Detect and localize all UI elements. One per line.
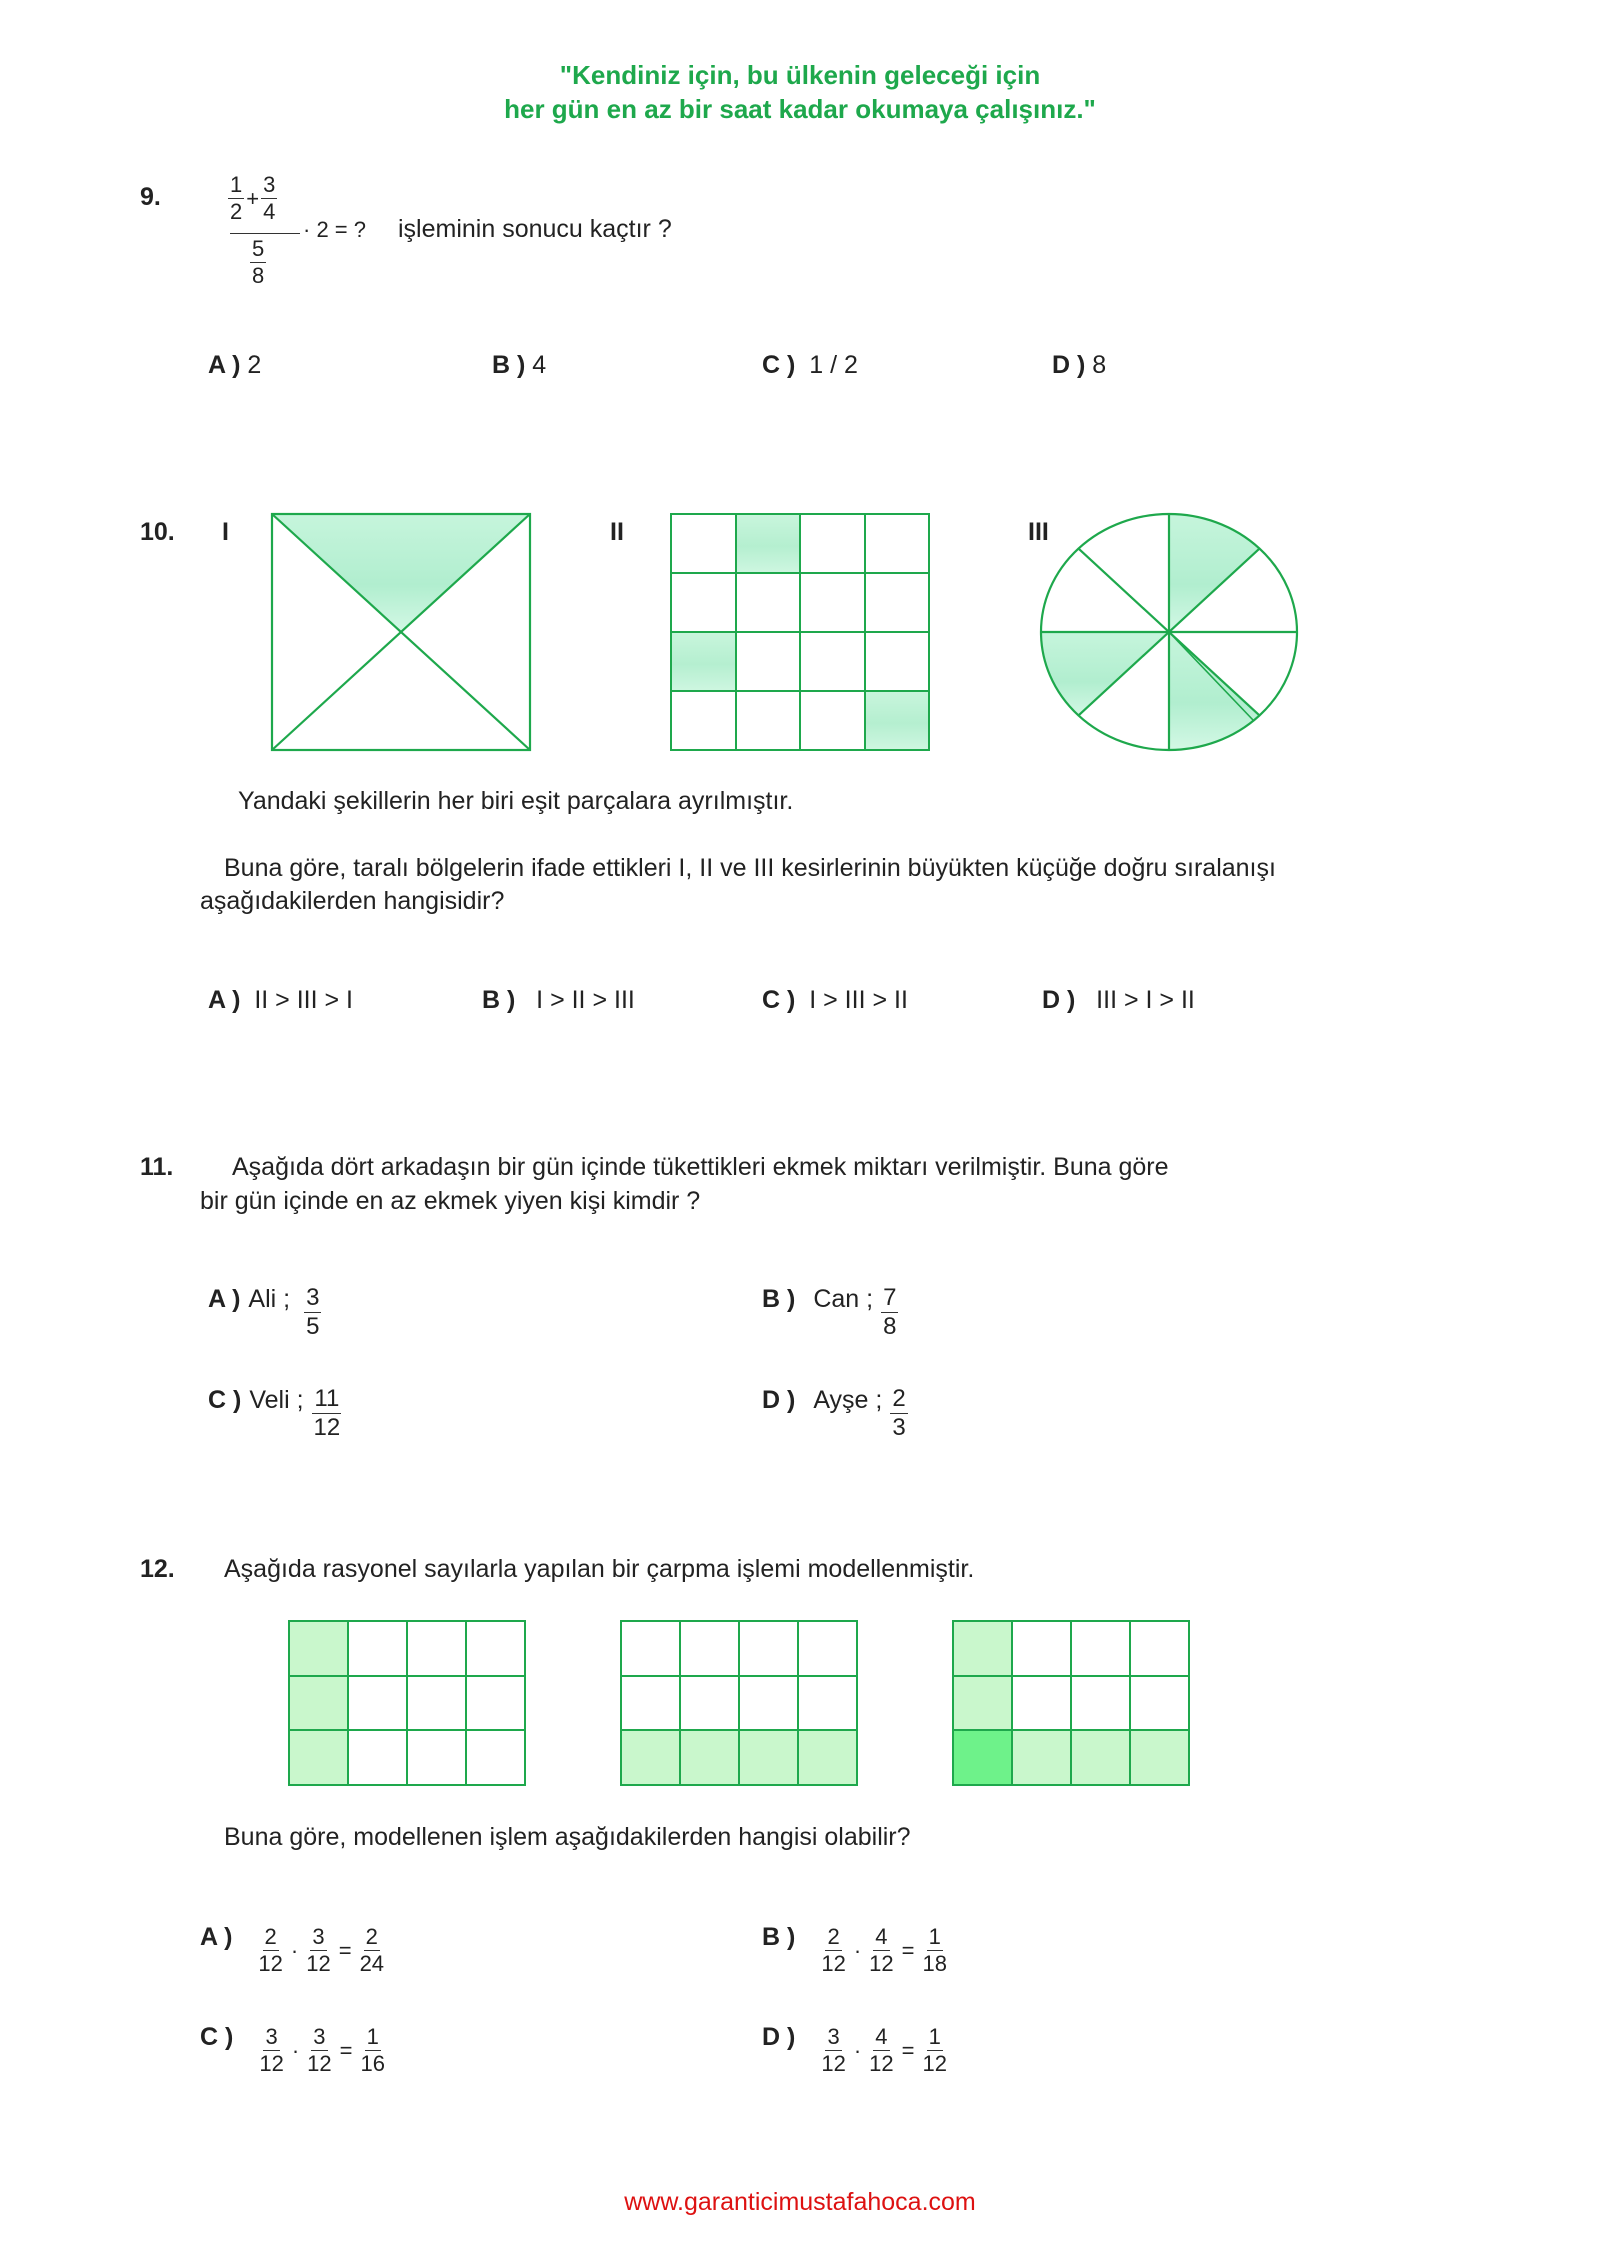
q9-option-b[interactable]: B ) 4 bbox=[492, 351, 547, 379]
q10-option-a[interactable]: A ) II > III > I bbox=[208, 986, 353, 1014]
plus-sign: + bbox=[246, 185, 260, 211]
q11-option-c[interactable]: C ) Veli ; $\frac{11}{12}$ bbox=[208, 1385, 341, 1441]
expression: $\frac{3}{12}$ · $\frac{4}{12}$ = $\frac{1}{12}$ bbox=[821, 2024, 947, 2076]
q10-option-b[interactable]: B ) I > II > III bbox=[482, 986, 635, 1014]
motto-line-1: "Kendiniz için, bu ülkenin geleceği için bbox=[559, 60, 1041, 90]
figure-1-shaded-triangle bbox=[272, 514, 530, 632]
question-12-text-2: Buna göre, modellenen işlem aşağıdakilerden hangisi olabilir? bbox=[224, 1823, 911, 1851]
times-two-equals: · 2 = ? bbox=[303, 217, 366, 242]
q11-option-d[interactable]: D ) Ayşe ; $\frac{2}{3}$ bbox=[762, 1385, 906, 1441]
figure-label-1: I bbox=[222, 518, 229, 546]
q11-option-b[interactable]: B ) Can ; $\frac{7}{8}$ bbox=[762, 1284, 897, 1340]
shaded-cell bbox=[866, 692, 931, 751]
shaded-cell bbox=[737, 515, 802, 574]
shaded-sector bbox=[1041, 632, 1169, 715]
fraction: $\frac{11}{12}$ bbox=[313, 1385, 341, 1441]
expression: $\frac{3}{12}$ · $\frac{3}{12}$ = $\frac{1}{16}$ bbox=[259, 2024, 385, 2076]
question-11-text-2: bir gün içinde en az ekmek yiyen kişi kimdir ? bbox=[200, 1187, 701, 1215]
main-fraction-bar bbox=[230, 233, 300, 234]
question-9-text: işleminin sonucu kaçtır ? bbox=[398, 215, 672, 243]
q11-option-a[interactable]: A ) Ali ; $\frac{3}{5}$ bbox=[208, 1284, 320, 1340]
fraction-5-8: $\frac{5}{8}$ bbox=[252, 236, 265, 288]
shaded-sector bbox=[1169, 514, 1260, 632]
q12-option-c[interactable]: C ) $\frac{3}{12}$ · $\frac{3}{12}$ = $\frac{1}{16}$ bbox=[200, 2023, 385, 2076]
shaded-sector bbox=[1169, 632, 1260, 750]
question-9-complex-fraction bbox=[228, 172, 368, 302]
question-11-text-1: Aşağıda dört arkadaşın bir gün içinde tükettikleri ekmek miktarı verilmiştir. Buna göre bbox=[232, 1153, 1169, 1181]
shaded-cell bbox=[672, 633, 737, 692]
q12-option-a[interactable]: A ) $\frac{2}{12}$ · $\frac{3}{12}$ = $\frac{2}{24}$ bbox=[200, 1923, 385, 1976]
expression: $\frac{2}{12}$ · $\frac{4}{12}$ = $\frac{1}{18}$ bbox=[821, 1924, 947, 1976]
model-grid-2 bbox=[620, 1620, 858, 1786]
fraction: $\frac{2}{3}$ bbox=[892, 1385, 906, 1441]
question-10-number: 10. bbox=[140, 518, 175, 546]
q9-option-d[interactable]: D ) 8 bbox=[1052, 351, 1107, 379]
q12-option-d[interactable]: D ) $\frac{3}{12}$ · $\frac{4}{12}$ = $\frac{1}{12}$ bbox=[762, 2023, 947, 2076]
figure-3-circle bbox=[1038, 512, 1302, 752]
fraction-1-2: $\frac{1}{2}$ bbox=[230, 172, 243, 224]
fraction: $\frac{3}{5}$ bbox=[306, 1284, 320, 1340]
question-10-text-3: aşağıdakilerden hangisidir? bbox=[200, 887, 505, 915]
question-10-text-2: Buna göre, taralı bölgelerin ifade ettikleri I, II ve III kesirlerinin büyükten küçüğe doğru sıralanışı bbox=[224, 854, 1276, 882]
model-grid-1 bbox=[288, 1620, 526, 1786]
footer-link[interactable]: www.garanticimustafahoca.com bbox=[624, 2188, 976, 2216]
overlap-cell bbox=[954, 1731, 1013, 1786]
figure-1-square-diagonals bbox=[270, 512, 532, 752]
question-12-number: 12. bbox=[140, 1555, 175, 1583]
model-grid-3 bbox=[952, 1620, 1190, 1786]
fraction: $\frac{7}{8}$ bbox=[883, 1284, 897, 1340]
q10-option-d[interactable]: D ) III > I > II bbox=[1042, 986, 1195, 1014]
q12-option-b[interactable]: B ) $\frac{2}{12}$ · $\frac{4}{12}$ = $\frac{1}{18}$ bbox=[762, 1923, 947, 1976]
question-10-text-1: Yandaki şekillerin her biri eşit parçalara ayrılmıştır. bbox=[238, 787, 794, 815]
q9-option-a[interactable]: A ) 2 bbox=[208, 351, 262, 379]
figure-label-3: III bbox=[1028, 518, 1049, 546]
expression: $\frac{2}{12}$ · $\frac{3}{12}$ = $\frac{2}{24}$ bbox=[258, 1924, 385, 1976]
motto-line-2: her gün en az bir saat kadar okumaya çalışınız." bbox=[504, 94, 1096, 124]
question-12-text-1: Aşağıda rasyonel sayılarla yapılan bir çarpma işlemi modellenmiştir. bbox=[224, 1555, 975, 1583]
q9-option-c[interactable]: C ) 1 / 2 bbox=[762, 351, 858, 379]
figure-label-2: II bbox=[610, 518, 624, 546]
q10-option-c[interactable]: C ) I > III > II bbox=[762, 986, 908, 1014]
question-11-number: 11. bbox=[140, 1153, 174, 1181]
fraction-3-4: $\frac{3}{4}$ bbox=[263, 172, 276, 224]
question-9-number: 9. bbox=[140, 183, 161, 211]
figure-2-grid bbox=[670, 513, 930, 751]
